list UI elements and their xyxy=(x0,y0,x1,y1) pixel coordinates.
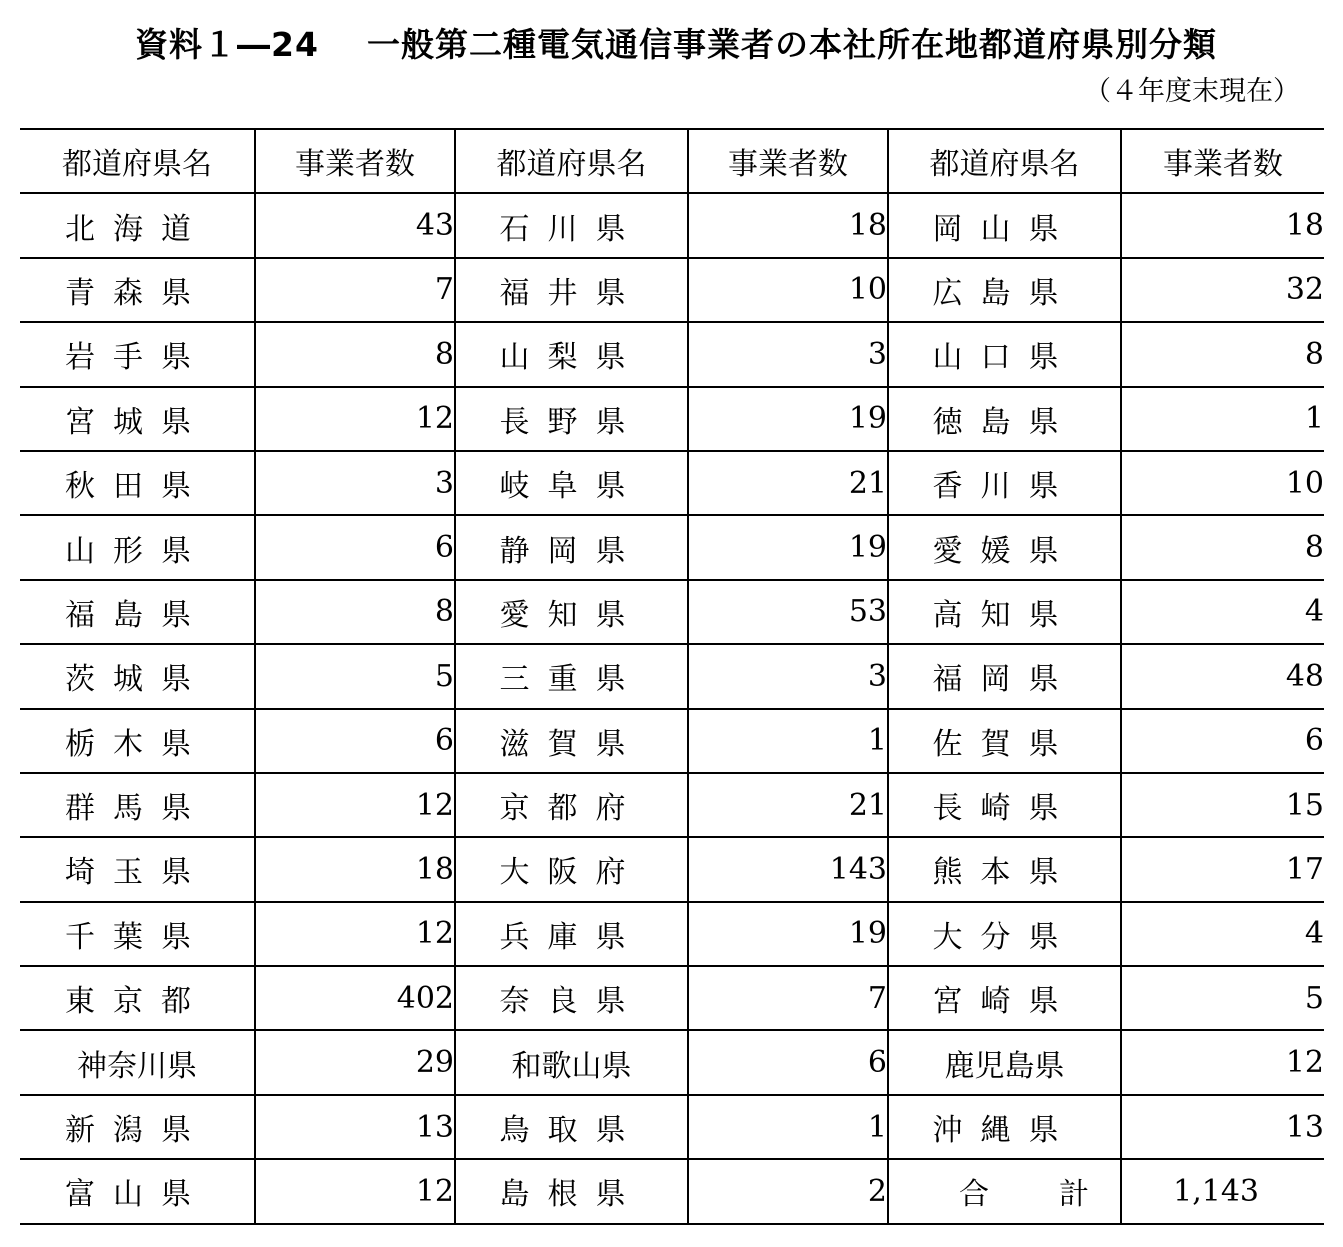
prefecture-name: 千葉県 xyxy=(20,902,255,966)
prefecture-name: 岩手県 xyxy=(20,322,255,386)
table-row xyxy=(20,1159,1324,1223)
operator-count: 53 xyxy=(688,580,888,644)
operator-count: 13 xyxy=(255,1095,455,1159)
table-row xyxy=(20,773,1324,837)
operator-count: 7 xyxy=(255,258,455,322)
prefecture-name: 北海道 xyxy=(20,193,255,257)
document-title-text: 一般第二種電気通信事業者の本社所在地都道府県別分類 xyxy=(366,25,1217,64)
prefecture-name: 山口県 xyxy=(888,322,1121,386)
table-header-row xyxy=(20,129,1324,193)
operator-count: 1 xyxy=(1121,387,1324,451)
table-row xyxy=(20,451,1324,515)
operator-count: 29 xyxy=(255,1030,455,1094)
operator-count: 32 xyxy=(1121,258,1324,322)
prefecture-table xyxy=(20,128,1324,1225)
prefecture-name: 岐阜県 xyxy=(455,451,688,515)
prefecture-name: 静岡県 xyxy=(455,515,688,579)
operator-count: 17 xyxy=(1121,837,1324,901)
table-row xyxy=(20,902,1324,966)
operator-count: 4 xyxy=(1121,902,1324,966)
operator-count: 1 xyxy=(688,709,888,773)
prefecture-name: 島根県 xyxy=(455,1159,688,1223)
prefecture-name: 石川県 xyxy=(455,193,688,257)
operator-count: 19 xyxy=(688,515,888,579)
table-row xyxy=(20,387,1324,451)
prefecture-name: 岡山県 xyxy=(888,193,1121,257)
prefecture-name: 富山県 xyxy=(20,1159,255,1223)
operator-count: 6 xyxy=(1121,709,1324,773)
operator-count: 10 xyxy=(688,258,888,322)
prefecture-name: 奈良県 xyxy=(455,966,688,1030)
header-count-2: 事業者数 xyxy=(688,129,888,193)
prefecture-name: 山形県 xyxy=(20,515,255,579)
document-number: 資料１―24 xyxy=(135,25,319,64)
prefecture-name: 神奈川県 xyxy=(20,1030,255,1094)
prefecture-name: 東京都 xyxy=(20,966,255,1030)
operator-count: 43 xyxy=(255,193,455,257)
operator-count: 48 xyxy=(1121,644,1324,708)
operator-count: 18 xyxy=(688,193,888,257)
header-count-3: 事業者数 xyxy=(1121,129,1324,193)
table-row xyxy=(20,644,1324,708)
operator-count: 143 xyxy=(688,837,888,901)
prefecture-name: 愛媛県 xyxy=(888,515,1121,579)
operator-count: 12 xyxy=(255,902,455,966)
prefecture-name: 愛知県 xyxy=(455,580,688,644)
table-row xyxy=(20,837,1324,901)
header-count-1: 事業者数 xyxy=(255,129,455,193)
operator-count: 3 xyxy=(255,451,455,515)
prefecture-name: 山梨県 xyxy=(455,322,688,386)
operator-count: 2 xyxy=(688,1159,888,1223)
prefecture-name: 大阪府 xyxy=(455,837,688,901)
prefecture-name: 鹿児島県 xyxy=(888,1030,1121,1094)
prefecture-name: 長野県 xyxy=(455,387,688,451)
operator-count: 8 xyxy=(1121,322,1324,386)
operator-count: 21 xyxy=(688,773,888,837)
prefecture-name: 和歌山県 xyxy=(455,1030,688,1094)
operator-count: 5 xyxy=(255,644,455,708)
operator-count: 10 xyxy=(1121,451,1324,515)
operator-count: 18 xyxy=(255,837,455,901)
prefecture-name: 長崎県 xyxy=(888,773,1121,837)
document-title xyxy=(135,20,1285,70)
prefecture-name: 熊本県 xyxy=(888,837,1121,901)
prefecture-name: 埼玉県 xyxy=(20,837,255,901)
prefecture-name: 大分県 xyxy=(888,902,1121,966)
operator-count: 4 xyxy=(1121,580,1324,644)
operator-count: 1 xyxy=(688,1095,888,1159)
operator-count: 18 xyxy=(1121,193,1324,257)
operator-count: 3 xyxy=(688,322,888,386)
prefecture-name: 福岡県 xyxy=(888,644,1121,708)
prefecture-name: 群馬県 xyxy=(20,773,255,837)
operator-count: 402 xyxy=(255,966,455,1030)
operator-count: 6 xyxy=(255,515,455,579)
operator-count: 6 xyxy=(255,709,455,773)
table-row xyxy=(20,515,1324,579)
prefecture-name: 滋賀県 xyxy=(455,709,688,773)
header-prefecture-1: 都道府県名 xyxy=(20,129,255,193)
table-row xyxy=(20,580,1324,644)
operator-count: 19 xyxy=(688,902,888,966)
table-row xyxy=(20,709,1324,773)
operator-count: 3 xyxy=(688,644,888,708)
operator-count: 8 xyxy=(255,322,455,386)
operator-count: 15 xyxy=(1121,773,1324,837)
table-row xyxy=(20,966,1324,1030)
table-row xyxy=(20,322,1324,386)
operator-count: 7 xyxy=(688,966,888,1030)
table-row xyxy=(20,193,1324,257)
table-body xyxy=(20,193,1324,1223)
table-row xyxy=(20,1095,1324,1159)
operator-count: 12 xyxy=(1121,1030,1324,1094)
header-prefecture-2: 都道府県名 xyxy=(455,129,688,193)
prefecture-name: 宮崎県 xyxy=(888,966,1121,1030)
prefecture-name: 茨城県 xyxy=(20,644,255,708)
operator-count: 5 xyxy=(1121,966,1324,1030)
prefecture-name: 高知県 xyxy=(888,580,1121,644)
prefecture-name: 佐賀県 xyxy=(888,709,1121,773)
table-row xyxy=(20,258,1324,322)
prefecture-name: 福井県 xyxy=(455,258,688,322)
total-count: 1,143 xyxy=(1121,1159,1324,1223)
prefecture-name: 広島県 xyxy=(888,258,1121,322)
prefecture-name: 徳島県 xyxy=(888,387,1121,451)
prefecture-name: 鳥取県 xyxy=(455,1095,688,1159)
operator-count: 6 xyxy=(688,1030,888,1094)
operator-count: 19 xyxy=(688,387,888,451)
prefecture-name: 青森県 xyxy=(20,258,255,322)
operator-count: 12 xyxy=(255,773,455,837)
table-row xyxy=(20,1030,1324,1094)
prefecture-name: 香川県 xyxy=(888,451,1121,515)
prefecture-name: 栃木県 xyxy=(20,709,255,773)
operator-count: 12 xyxy=(255,387,455,451)
prefecture-name: 秋田県 xyxy=(20,451,255,515)
operator-count: 21 xyxy=(688,451,888,515)
prefecture-name: 福島県 xyxy=(20,580,255,644)
prefecture-name: 新潟県 xyxy=(20,1095,255,1159)
as-of-note: （４年度末現在） xyxy=(1084,76,1300,107)
prefecture-name: 宮城県 xyxy=(20,387,255,451)
prefecture-name: 沖縄県 xyxy=(888,1095,1121,1159)
total-label: 合計 xyxy=(888,1159,1121,1223)
operator-count: 12 xyxy=(255,1159,455,1223)
prefecture-name: 京都府 xyxy=(455,773,688,837)
header-prefecture-3: 都道府県名 xyxy=(888,129,1121,193)
operator-count: 13 xyxy=(1121,1095,1324,1159)
prefecture-name: 兵庫県 xyxy=(455,902,688,966)
prefecture-name: 三重県 xyxy=(455,644,688,708)
operator-count: 8 xyxy=(255,580,455,644)
operator-count: 8 xyxy=(1121,515,1324,579)
